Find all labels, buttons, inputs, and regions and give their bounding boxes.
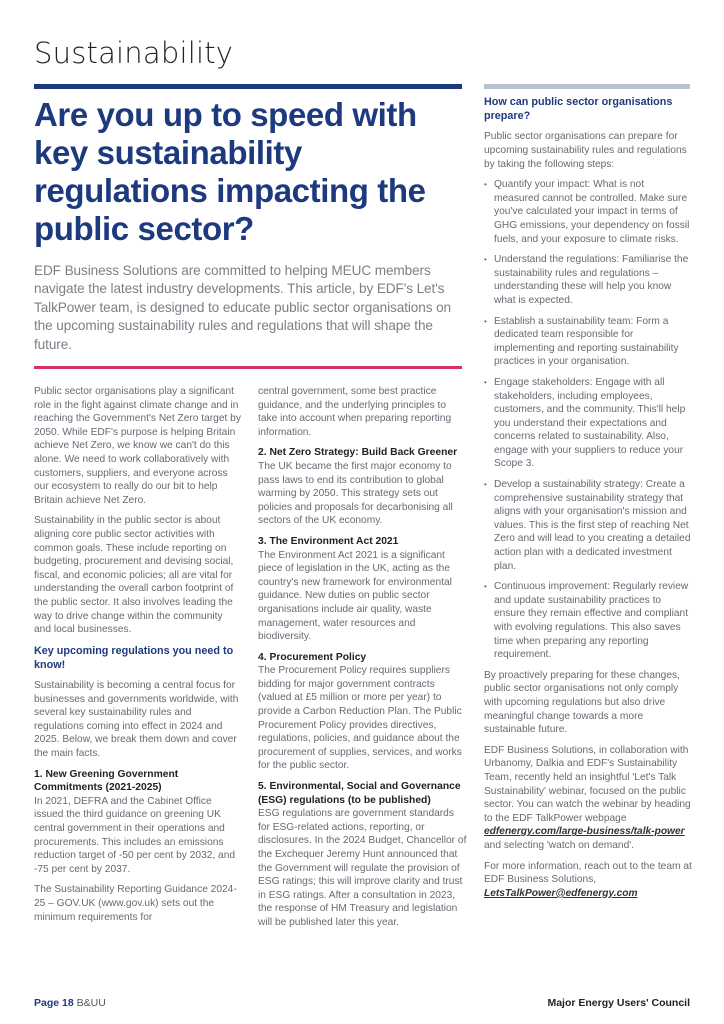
regulation-body: The Environment Act 2021 is a significant piece of legislation in the UK, acting as the country's new framework for environmental guidance. New duties on public sector organisations include air quality, waste management, water resources and biodiversity. — [258, 549, 452, 643]
body-paragraph: Sustainability in the public sector is about aligning core public sector activities with common goals. These include reporting on budgeting, procurement and devising social, fiscal, and economic policies; all are vital for understanding the overall carbon footprint of the public sector. It also involves leading the way to drive change within the community and local businesses. — [34, 515, 234, 636]
article-standfirst: EDF Business Solutions are committed to helping MEUC members navigate the latest industry developments. This article, by EDF's Let's TalkPower team, is designed to educate public sector organisations on the upcoming sustainability rules and regulations that will shape the future. — [34, 263, 452, 352]
regulation-1 — [34, 768, 242, 877]
article-intro — [34, 96, 464, 369]
webinar-link[interactable]: edfenergy.com/large-business/talk-power — [484, 826, 685, 838]
list-item: • Establish a sustainability team: Form a dedicated team responsible for implementing and reporting sustainability practices in your organisation. — [484, 315, 692, 369]
regulation-title: 2. Net Zero Strategy: Build Back Greener — [258, 447, 458, 459]
regulation-title: 5. Environmental, Social and Governance (ESG) regulations (to be published) — [258, 781, 461, 806]
column-1 — [34, 385, 242, 931]
regulation-title: 4. Procurement Policy — [258, 651, 367, 663]
contact-text: For more information, reach out to the team at EDF Business Solutions, — [484, 860, 692, 886]
body-paragraph: central government, some best practice guidance, and the underlying principles to take into account when preparing reporting information. — [258, 386, 452, 438]
list-item: • Continuous improvement: Regularly review and update sustainability practices to ensure they remain effective and compliant with evolving regulations. This also saves time when preparing any reporting requirement. — [484, 580, 692, 662]
regulation-title: 3. The Environment Act 2021 — [258, 535, 399, 547]
divider-pink — [34, 366, 462, 369]
regulation-body: The Procurement Policy requires suppliers bidding for major government contracts (valued at £5 million or more per year) to provide a Carbon Reduction Plan. The Public Procurement Policy provides directives, regulations, policies, and guidance about the procurement of supplies, services, and works for the public sector. — [258, 665, 462, 772]
publication-name: B&UU — [76, 997, 106, 1009]
contact-paragraph — [484, 860, 692, 901]
regulation-title: 1. New Greening Government Commitments (2021-2025) — [34, 768, 179, 794]
body-paragraph: Sustainability is becoming a central focus for businesses and governments worldwide, with several key sustainability rules and regulations coming into effect in 2024 and 2025. Below, we break them down and cover the main facts. — [34, 680, 239, 760]
regulation-body: In 2021, DEFRA and the Cabinet Office issued the third guidance on greening UK central government in their operations and procurements. This includes an emissions reduction target of -50 per cent by 2032, and -75 per cent by 2037. — [34, 795, 236, 875]
regulation-2 — [258, 446, 468, 528]
webinar-text: EDF Business Solutions, in collaboration with Urbanomy, Dalkia and EDF's Sustainability Team, recently held an insightful 'Let's Talk Sustainability' webinar, focused on the public sector. You can watch the webinar by heading to the EDF TalkPower webpage — [484, 744, 691, 824]
list-item: • Quantify your impact: What is not measured cannot be controlled. Make sure you've calculated your impact in terms of GHG emissions, your dependency on fossil fuels, and your exposure to climate risks. — [484, 178, 692, 246]
section-title: Sustainability — [34, 36, 234, 70]
subheading-key-regulations: Key upcoming regulations you need to know! — [34, 644, 234, 671]
steps-list — [484, 178, 692, 662]
regulation-body: The UK became the first major economy to pass laws to end its contribution to global warming by 2050. This strategy sets out policies and proposals for decarbonising all sectors of the UK economy. — [258, 460, 453, 527]
body-paragraph: Public sector organisations play a significant role in the fight against climate change and in reaching the Government's Net Zero target by 2050. While EDF's purpose is helping Britain achieve Net Zero, we know we can't do this alone. We need to work collaboratively with customers, suppliers, and everyone across our ecosystem to really do our bit to help Britain achieve Net Zero. — [34, 386, 241, 506]
regulation-body: ESG regulations are government standards for ESG-related actions, reporting, or disclosures. In the 2024 Budget, Chancellor of the Exchequer Jeremy Hunt announced that the Government will regulate the provision of ESG ratings; this will improve clarity and trust in ESG ratings. After a consultation in 2023, the response of HM Treasury and legislation will be published later this year. — [258, 808, 467, 928]
contact-email-link[interactable]: LetsTalkPower@edfenergy.com — [484, 887, 638, 899]
list-item: • Understand the regulations: Familiarise the sustainability rules and regulations – understanding these will help you know what is expected. — [484, 253, 692, 307]
body-paragraph: The Sustainability Reporting Guidance 2024-25 – GOV.UK (www.gov.uk) sets out the minimum requirements for — [34, 884, 237, 923]
webinar-tail: and selecting 'watch on demand'. — [484, 839, 635, 851]
subheading-prepare: How can public sector organisations prepare? — [484, 96, 673, 123]
regulation-3 — [258, 535, 468, 644]
footer-page-info — [34, 997, 106, 1009]
divider-blue — [34, 84, 462, 89]
article-headline: Are you up to speed with key sustainability regulations impacting the public sector? — [34, 96, 426, 247]
regulation-5 — [258, 780, 468, 930]
webinar-paragraph — [484, 744, 692, 853]
list-item: • Engage stakeholders: Engage with all stakeholders, including employees, customers, and the community. This'll help you understand their expectations and concerns related to sustainability. Also, engage with your suppliers to reduce your Scope 3. — [484, 376, 692, 471]
footer-organisation: Major Energy Users' Council — [547, 997, 690, 1009]
column-3-sidebar — [484, 95, 692, 907]
body-paragraph: By proactively preparing for these changes, public sector organisations not only comply with upcoming regulations but also drive meaningful change towards a more sustainable future. — [484, 669, 680, 736]
list-item: • Develop a sustainability strategy: Create a comprehensive sustainability strategy that aligns with your organisation's mission and values. This is the first step of reaching Net Zero and will lead to you creating a detailed action plan with a dedicated investment plan. — [484, 478, 692, 573]
regulation-4 — [258, 651, 468, 773]
column-2 — [258, 385, 468, 937]
body-paragraph: Public sector organisations can prepare for upcoming sustainability rules and regulations by taking the following steps: — [484, 131, 687, 170]
divider-grey — [484, 84, 690, 89]
page-number: Page 18 — [34, 997, 74, 1009]
